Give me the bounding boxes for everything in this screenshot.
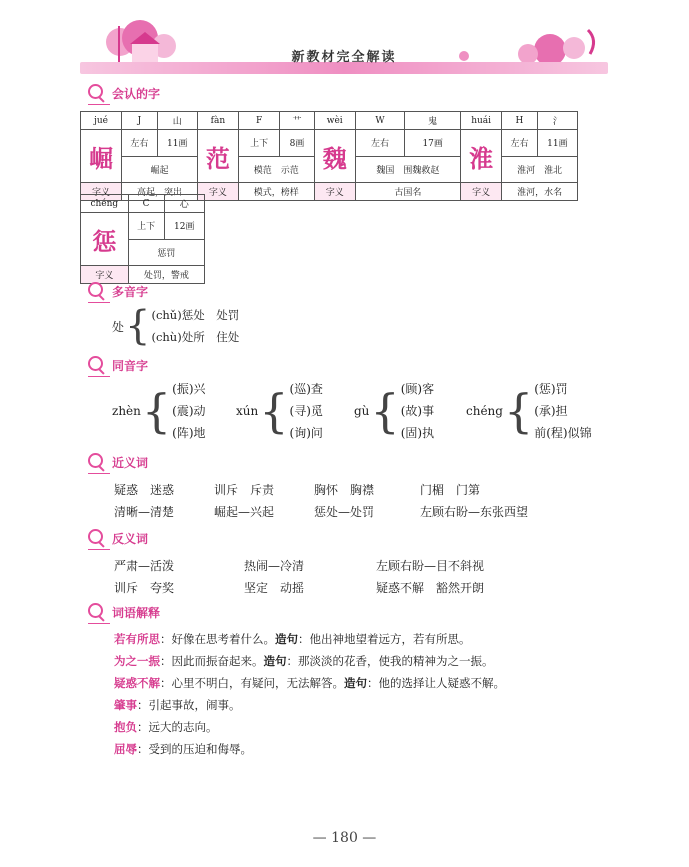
section-homophone xyxy=(88,356,148,374)
polyphone-group: 处 { (chǔ)惩处 处罚 (chù)处所 住处 xyxy=(112,303,240,349)
strokes: 12画 xyxy=(164,213,205,240)
antonym-pair: 训斥 夸奖 xyxy=(114,581,175,595)
synonym-pair: 左顾右盼—东张西望 xyxy=(420,505,529,519)
homophone-group: chéng { (惩)罚 (承)担 前(程)似锦 xyxy=(466,378,592,444)
initial: H xyxy=(502,112,538,130)
homophone-item: (固)执 xyxy=(400,426,435,440)
section-synonyms xyxy=(88,453,148,471)
magnifier-icon xyxy=(88,356,106,374)
char: 范 xyxy=(197,130,238,183)
section-title: 会认的字 xyxy=(112,86,161,101)
definition-term: 肇事 xyxy=(114,698,137,712)
meaning: 古国名 xyxy=(355,183,460,201)
section-explanations xyxy=(88,603,160,621)
structure: 左右 xyxy=(122,130,158,157)
section-title: 多音字 xyxy=(112,284,149,299)
strokes: 11画 xyxy=(537,130,577,157)
initial: C xyxy=(128,195,164,213)
magnifier-icon xyxy=(88,84,106,102)
homophone-group: zhèn { (振)兴 (震)动 (阵)地 xyxy=(112,378,206,444)
polyphone-line: (chǔ)惩处 处罚 xyxy=(151,308,240,322)
initial: W xyxy=(355,112,404,130)
definition-line xyxy=(114,741,252,757)
synonym-pair: 惩处—处罚 xyxy=(314,505,375,519)
definition-line xyxy=(114,653,494,669)
homophone-item: 前(程)似锦 xyxy=(534,426,592,440)
page-number: — 180 — xyxy=(312,830,377,846)
radical: 艹 xyxy=(280,112,314,130)
initial: J xyxy=(122,112,158,130)
homophone-pinyin: xún xyxy=(236,404,259,418)
char: 淮 xyxy=(461,130,502,183)
word: 模范 示范 xyxy=(238,156,314,183)
example-label: 造句 xyxy=(263,654,287,668)
antonym-pair: 热闹—冷清 xyxy=(244,559,305,573)
meaning-label: 字义 xyxy=(197,183,238,201)
meaning: 处罚，警戒 xyxy=(128,266,204,284)
definition-text: ：心里不明白，有疑问，无法解答。 xyxy=(160,676,344,690)
structure: 上下 xyxy=(238,130,279,157)
synonym-pair: 疑惑 迷惑 xyxy=(114,483,175,497)
definition-line xyxy=(114,697,241,713)
pinyin: chéng xyxy=(81,195,129,213)
word: 魏国 围魏救赵 xyxy=(355,156,460,183)
page-header xyxy=(80,20,608,76)
magnifier-icon xyxy=(88,603,106,621)
word: 惩罚 xyxy=(128,239,204,266)
section-title: 反义词 xyxy=(112,531,149,546)
structure: 左右 xyxy=(355,130,404,157)
meaning-label: 字义 xyxy=(81,183,122,201)
homophone-item: (惩)罚 xyxy=(534,382,568,396)
homophone-item: (故)事 xyxy=(400,404,435,418)
homophone-pinyin: gù xyxy=(354,404,370,418)
antonym-pair: 坚定 动摇 xyxy=(244,581,305,595)
structure: 上下 xyxy=(128,213,164,240)
meaning-label: 字义 xyxy=(81,266,129,284)
example-sentence: ：那淡淡的花香，使我的精神为之一振。 xyxy=(286,654,494,668)
antonym-pair: 左顾右盼—目不斜视 xyxy=(376,559,485,573)
initial: F xyxy=(238,112,279,130)
example-label: 造句 xyxy=(344,676,367,690)
definition-term: 抱负 xyxy=(114,720,137,734)
char: 魏 xyxy=(314,130,355,183)
strokes: 17画 xyxy=(405,130,461,157)
magnifier-icon xyxy=(88,529,106,547)
definition-text: ：好像在思考着什么。 xyxy=(160,632,275,646)
polyphone-line: (chù)处所 住处 xyxy=(151,330,240,344)
radical: 心 xyxy=(164,195,205,213)
synonym-pair: 胸怀 胸襟 xyxy=(314,483,375,497)
antonym-pair: 严肃—活泼 xyxy=(114,559,175,573)
radical: 氵 xyxy=(537,112,577,130)
section-title: 近义词 xyxy=(112,455,149,470)
meaning-label: 字义 xyxy=(461,183,502,201)
structure: 左右 xyxy=(502,130,538,157)
homophone-item: (震)动 xyxy=(172,404,206,418)
homophone-item: (承)担 xyxy=(534,404,568,418)
definition-text: ：因此而振奋起来。 xyxy=(160,654,264,668)
definition-term: 为之一振 xyxy=(114,654,160,668)
definition-line xyxy=(114,631,471,647)
meaning-label: 字义 xyxy=(314,183,355,201)
pinyin: wèi xyxy=(314,112,355,130)
polyphone-char: 处 xyxy=(112,319,125,334)
definition-term: 疑惑不解 xyxy=(114,676,160,690)
strokes: 11画 xyxy=(157,130,197,157)
word: 崛起 xyxy=(122,156,198,183)
antonym-pair: 疑惑不解 豁然开朗 xyxy=(376,581,485,595)
homophone-item: (阵)地 xyxy=(172,426,206,440)
magnifier-icon xyxy=(88,453,106,471)
section-title: 词语解释 xyxy=(112,605,161,620)
homophone-item: (寻)觅 xyxy=(289,404,323,418)
definition-term: 若有所思 xyxy=(114,632,160,646)
synonym-pair: 崛起—兴起 xyxy=(214,505,275,519)
radical: 鬼 xyxy=(405,112,461,130)
homophone-item: (巡)查 xyxy=(289,382,323,396)
synonym-pair: 训斥 斥责 xyxy=(214,483,275,497)
pinyin: huái xyxy=(461,112,502,130)
char: 惩 xyxy=(81,213,129,266)
strokes: 8画 xyxy=(280,130,314,157)
definition-text: ：受到的压迫和侮辱。 xyxy=(137,742,252,756)
char: 崛 xyxy=(81,130,122,183)
example-sentence: ：他的选择让人疑惑不解。 xyxy=(367,676,505,690)
magnifier-icon xyxy=(88,282,106,300)
section-title: 同音字 xyxy=(112,358,149,373)
meaning: 高起，突出 xyxy=(122,183,198,201)
char-card-table-2 xyxy=(80,194,205,284)
homophone-group: gù { (顾)客 (故)事 (固)执 xyxy=(354,378,434,444)
section-chars xyxy=(88,84,160,102)
homophone-pinyin: chéng xyxy=(466,404,503,418)
synonym-pair: 清晰—清楚 xyxy=(114,505,175,519)
homophone-group: xún { (巡)查 (寻)觅 (询)问 xyxy=(236,378,323,444)
homophone-item: (询)问 xyxy=(289,426,323,440)
pinyin: jué xyxy=(81,112,122,130)
example-sentence: ：他出神地望着远方，若有所思。 xyxy=(298,632,471,646)
homophone-pinyin: zhèn xyxy=(112,404,141,418)
radical: 山 xyxy=(157,112,197,130)
definition-line xyxy=(114,719,218,735)
definition-line xyxy=(114,675,505,691)
example-label: 造句 xyxy=(275,632,298,646)
header-title: 新教材完全解读 xyxy=(291,50,397,65)
char-card-table xyxy=(80,111,578,201)
definition-term: 屈辱 xyxy=(114,742,137,756)
meaning: 模式，榜样 xyxy=(238,183,314,201)
word: 淮河 淮北 xyxy=(502,156,578,183)
homophone-item: (顾)客 xyxy=(400,382,435,396)
homophone-item: (振)兴 xyxy=(172,382,206,396)
synonym-pair: 门楣 门第 xyxy=(420,483,481,497)
definition-text: ：远大的志向。 xyxy=(137,720,218,734)
pinyin: fàn xyxy=(197,112,238,130)
meaning: 淮河，水名 xyxy=(502,183,578,201)
section-polyphone xyxy=(88,282,148,300)
section-antonyms xyxy=(88,529,148,547)
definition-text: ：引起事故，闹事。 xyxy=(137,698,241,712)
